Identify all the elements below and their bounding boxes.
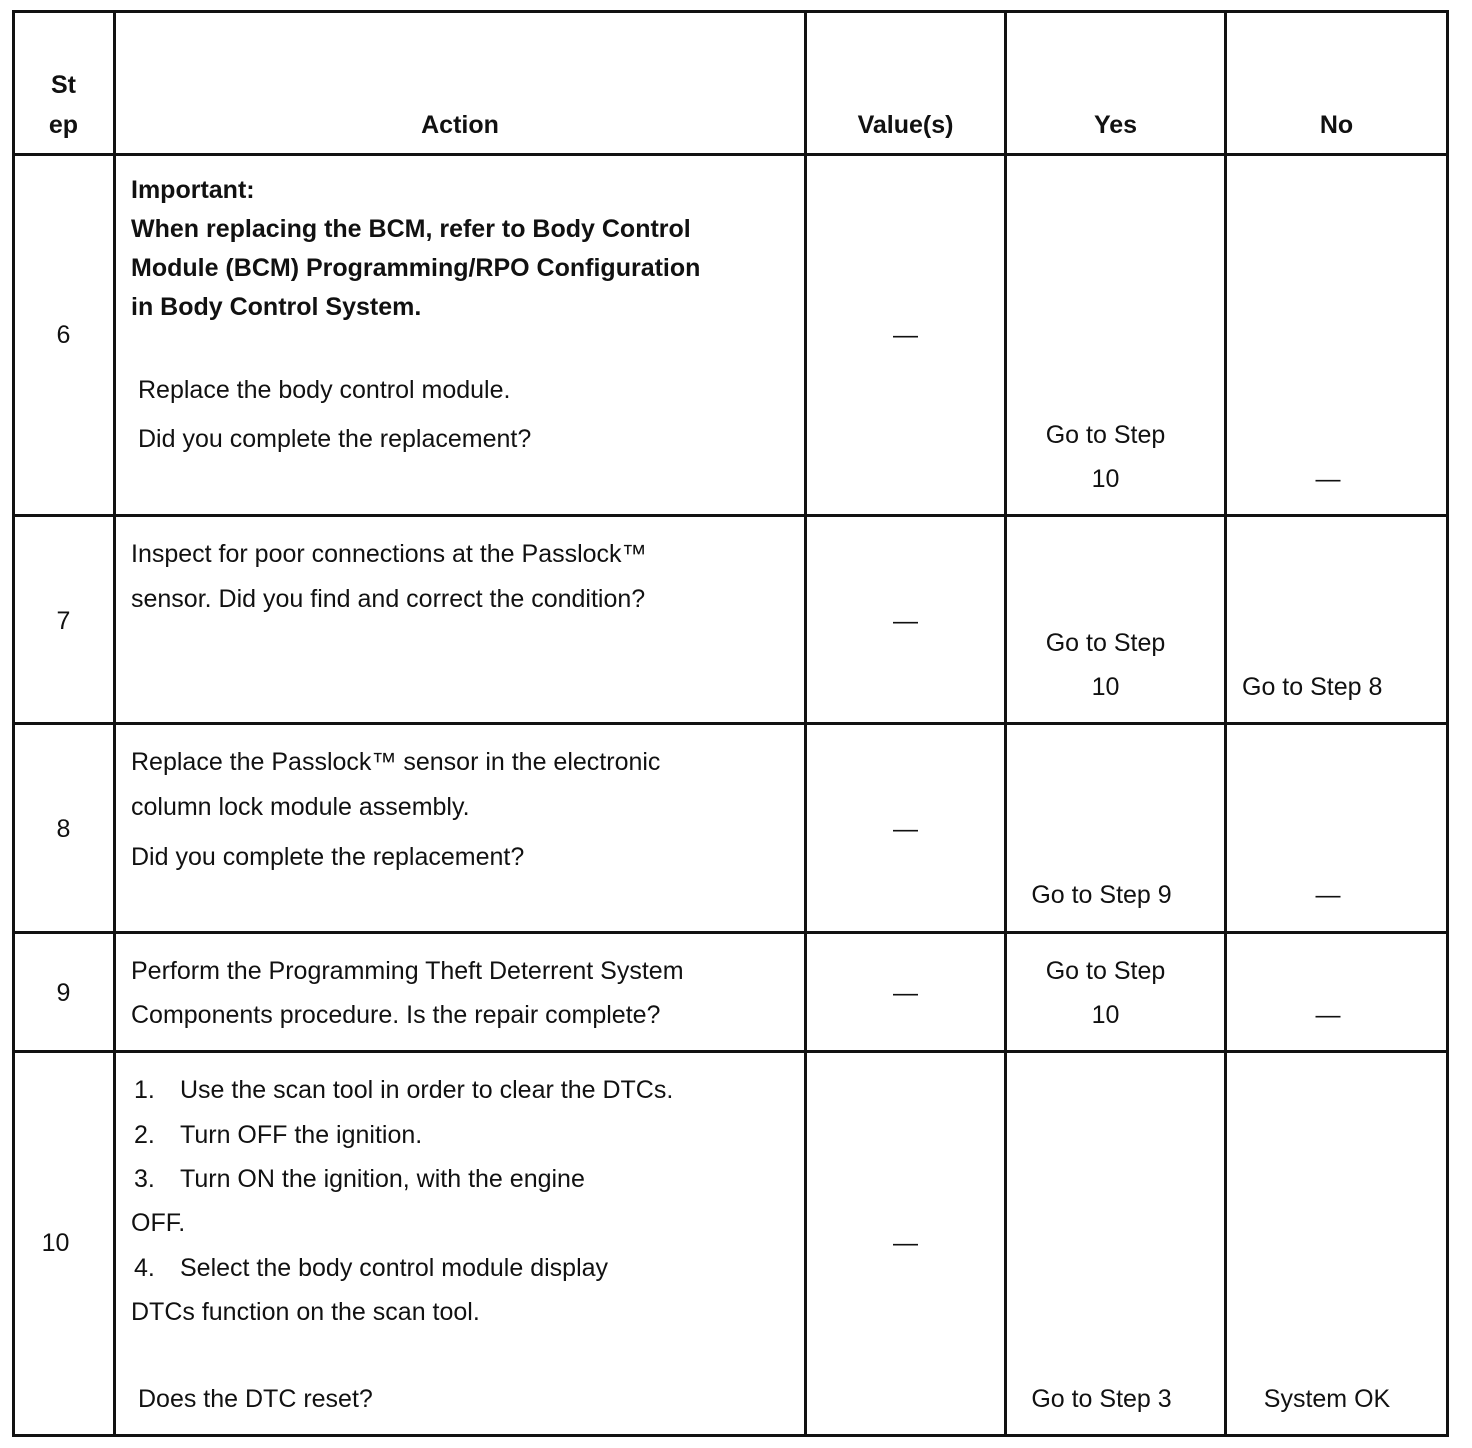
header-yes: Yes (1093, 111, 1138, 139)
no-cell: Go to Step 8 (1242, 673, 1383, 701)
list-item-number: 1. (134, 1076, 155, 1104)
list-item-number: 4. (134, 1254, 155, 1282)
table-rule (113, 10, 116, 1437)
header-no: No (1319, 111, 1354, 139)
table-rule (12, 514, 1449, 517)
yes-cell-line: Go to Step (1045, 957, 1166, 985)
header-step (14, 70, 113, 140)
action-text-line: sensor. Did you find and correct the condition? (131, 585, 646, 613)
header-action: Action (421, 111, 499, 139)
no-cell: — (1315, 1001, 1341, 1029)
important-label: Important: (131, 176, 255, 204)
list-item-number: 2. (134, 1121, 155, 1149)
table-rule (1004, 10, 1007, 1437)
yes-cell-line: 10 (1091, 465, 1120, 493)
value-cell: — (893, 979, 918, 1007)
yes-cell-line: Go to Step (1045, 421, 1166, 449)
header-values: Value(s) (857, 111, 954, 139)
yes-cell: Go to Step 9 (1031, 881, 1172, 909)
important-text-line: When replacing the BCM, refer to Body Control (131, 215, 691, 243)
no-cell: — (1315, 881, 1341, 909)
list-item-text: Turn ON the ignition, with the engine (180, 1165, 585, 1193)
step-number: 6 (56, 321, 71, 349)
table-rule (1446, 10, 1449, 1437)
table-rule (12, 10, 15, 1437)
list-item-continuation: OFF. (131, 1209, 186, 1237)
header-step-line2: ep (48, 111, 79, 139)
yes-cell-line: Go to Step (1045, 629, 1166, 657)
value-cell: — (893, 607, 918, 635)
important-text-line: in Body Control System. (131, 293, 422, 321)
action-text-line: Perform the Programming Theft Deterrent System (131, 957, 684, 985)
table-rule (12, 931, 1449, 934)
list-item-text: Select the body control module display (180, 1254, 609, 1282)
table-rule (12, 153, 1449, 156)
value-cell: — (893, 1229, 918, 1257)
list-item-text: Turn OFF the ignition. (180, 1121, 423, 1149)
step-number: 9 (56, 979, 71, 1007)
action-text-line: Replace the body control module. (138, 376, 511, 404)
action-text-line: column lock module assembly. (131, 793, 470, 821)
yes-cell-line: 10 (1091, 1001, 1120, 1029)
action-text-line: Did you complete the replacement? (131, 843, 525, 871)
list-item-text: Use the scan tool in order to clear the DTCs. (180, 1076, 674, 1104)
action-text-line: Did you complete the replacement? (138, 425, 532, 453)
action-text-line: Replace the Passlock™ sensor in the electronic (131, 748, 661, 776)
table-rule (1224, 10, 1227, 1437)
important-text-line: Module (BCM) Programming/RPO Configuration (131, 254, 701, 282)
header-step-line1: St (51, 71, 76, 99)
table-rule (12, 10, 1449, 13)
no-cell: System OK (1263, 1385, 1391, 1413)
yes-cell-line: 10 (1091, 673, 1120, 701)
action-text-line: Components procedure. Is the repair complete? (131, 1001, 661, 1029)
action-text-line: Inspect for poor connections at the Passlock™ (131, 540, 647, 568)
list-item-continuation: DTCs function on the scan tool. (131, 1298, 480, 1326)
table-rule (12, 722, 1449, 725)
value-cell: — (893, 321, 918, 349)
step-number: 10 (41, 1229, 70, 1257)
no-cell: — (1315, 465, 1341, 493)
list-item-number: 3. (134, 1165, 155, 1193)
step-number: 8 (56, 815, 71, 843)
action-question: Does the DTC reset? (138, 1385, 373, 1413)
yes-cell: Go to Step 3 (1031, 1385, 1172, 1413)
step-number: 7 (56, 607, 71, 635)
table-rule (804, 10, 807, 1437)
table-rule (12, 1434, 1449, 1437)
table-rule (12, 1050, 1449, 1053)
value-cell: — (893, 815, 918, 843)
